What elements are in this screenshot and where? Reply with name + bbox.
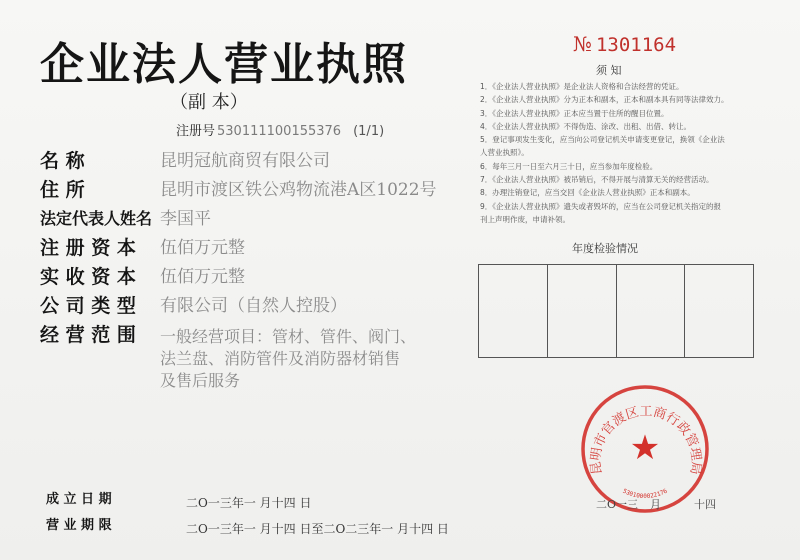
inspection-cell [617,265,686,357]
field-label: 经 营 范 围 [40,324,136,346]
establish-date-label: 成 立 日 期 [46,492,112,507]
registration-page: (1/1) [353,124,385,139]
notice-list [480,80,760,226]
inspection-cell [479,265,548,357]
seal-code: 5301000022176 [621,487,669,501]
field-label: 住 所 [40,179,85,201]
notice-item: 4．《企业法人营业执照》不得伪造、涂改、出租、出借、转让。 [480,121,692,131]
business-term-label: 营 业 期 限 [46,518,112,533]
field-value: 伍佰万元整 [160,267,245,287]
serial-number [573,32,676,56]
notice-title: 须 知 [596,64,622,77]
document-title: 企业法人营业执照 [40,39,408,90]
serial-value: 1301164 [595,34,677,56]
business-scope-text [160,326,430,392]
field-label: 法定代表人姓名 [40,209,153,228]
notice-item: 9．《企业法人营业执照》遗失或者毁坏的，应当在公司登记机关指定的报 [480,201,722,211]
registration-label: 注册号 [176,124,216,139]
notice-item: 3．《企业法人营业执照》正本应当置于住所的醒目位置。 [480,108,669,118]
notice-item: 1．《企业法人营业执照》是企业法人资格和合法经营的凭证。 [480,82,684,91]
scope-line: 及售后服务 [160,371,241,390]
inspection-cell [548,265,617,357]
field-value: 有限公司（自然人控股） [160,296,347,316]
serial-prefix: № [573,32,592,56]
inspection-cell [685,265,753,357]
sign-day: 十四 [694,498,716,511]
seal-text: 昆明市官渡区工商行政管理局 [588,404,704,476]
business-term-value: 二O一三年一 月十四 日至二O二三年一 月十四 日 [186,522,449,536]
notice-item: 6．每年三月一日至六月三十日，应当参加年度检验。 [480,161,658,171]
copy-label: （副 本） [170,92,248,113]
notice-item: 2．《企业法人营业执照》分为正本和副本，正本和副本具有同等法律效力。 [480,95,729,105]
field-value: 昆明市渡区铁公鸡物流港A区1022号 [160,180,437,200]
scope-line: 法兰盘、消防管件及消防器材销售 [160,349,401,368]
registration-value: 530111100155376 [217,124,342,139]
field-label: 注 册 资 本 [40,237,136,259]
field-value: 李国平 [160,209,211,229]
sign-year: 二O一三 [596,498,639,511]
notice-item: 7．《企业法人营业执照》被吊销后，不得开展与清算无关的经营活动。 [480,175,714,185]
scope-line: 一般经营项目：管材、管件、阀门、 [160,327,417,346]
notice-item: 刊上声明作废，申请补领。 [480,214,570,224]
annual-inspection-grid [478,264,754,358]
notice-item: 5．登记事项发生变化，应当向公司登记机关申请变更登记，换领《企业法 [480,135,725,145]
registration-number [176,120,384,139]
field-label: 实 收 资 本 [40,266,136,288]
seal-star: ★ [629,428,661,468]
sign-month: 月 [650,498,661,511]
field-label: 公 司 类 型 [40,295,136,317]
notice-item: 人营业执照》。 [480,148,529,158]
field-value: 伍佰万元整 [160,238,245,258]
field-label: 名 称 [40,150,85,172]
notice-item: 8．办理注销登记，应当交回《企业法人营业执照》正本和副本。 [480,188,695,198]
field-value: 昆明冠航商贸有限公司 [160,151,330,171]
annual-inspection-title: 年度检验情况 [572,242,638,255]
establish-date-value: 二O一三年一 月十四 日 [186,496,312,510]
